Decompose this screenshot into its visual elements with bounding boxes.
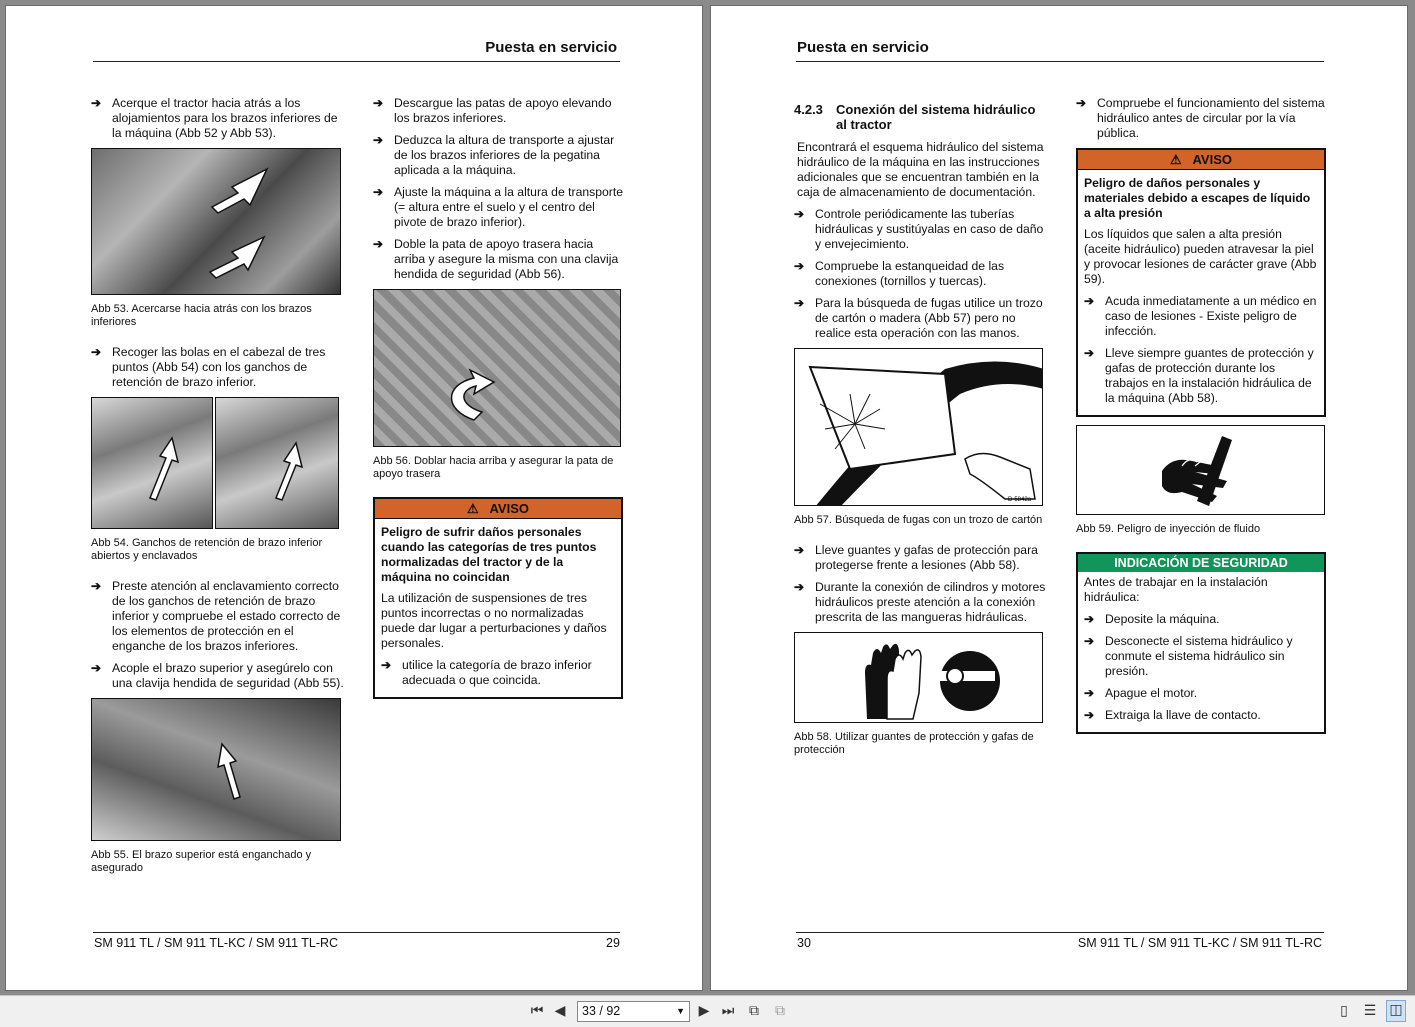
instruction-bullet: ➔ Preste atención al enclavamiento correcto de los ganchos de retención de brazo inferior y compruebe el estado correcto de los elementos de protección en el enganche de los brazos inferiores. [91,579,341,653]
warning-text: Los líquidos que salen a alta presión (aceite hidráulico) pueden atravesar la piel y provocar lesiones de carácter grave (Abb 59). [1084,227,1317,286]
arrow-icon: ➔ [794,259,805,273]
safety-bullet: ➔ Extraiga la llave de contacto. [1084,708,1261,722]
leak-search-illustration-icon [795,349,1043,506]
page-number: 30 [797,936,811,950]
footer-model: SM 911 TL / SM 911 TL-KC / SM 911 TL-RC [1077,936,1322,950]
figure-caption: Abb 53. Acercarse hacia atrás con los brazos inferiores [91,303,312,328]
safety-body [1078,572,1324,732]
safety-bullet: ➔ Desconecte el sistema hidráulico y conmute el sistema hidráulico sin presión. [1084,634,1293,678]
safety-header: INDICACIÓN DE SEGURIDAD [1078,554,1324,572]
instruction-bullet: ➔ Doble la pata de apoyo trasera hacia arriba y asegure la misma con una clavija hendida de seguridad (Abb 56). [373,237,619,281]
first-page-icon[interactable]: ⏮ [530,1002,544,1018]
figure-code: D-5842a [1008,497,1032,503]
figure-caption: Abb 59. Peligro de inyección de fluido [1076,523,1261,535]
figure-55-photo [91,698,341,841]
right-page [710,5,1408,991]
warning-body [1078,170,1324,415]
arrow-icon: ➔ [91,579,102,593]
arrow-icon: ➔ [794,580,805,594]
arrow-icon: ➔ [1084,686,1095,700]
figure-59-drawing [1076,425,1325,515]
warning-title: Peligro de daños personales y materiales debido a escapes de líquido a alta presión [1084,176,1311,220]
left-col-1 [91,96,346,891]
arrow-icon: ➔ [794,207,805,221]
gloves-goggles-icon [795,633,1043,723]
instruction-bullet: ➔ Descargue las patas de apoyo elevando los brazos inferiores. [373,96,612,125]
arrow-icon: ➔ [1084,634,1095,648]
goggles-icon [935,651,1000,711]
arrow-icon: ➔ [381,658,392,672]
two-page-view-icon[interactable]: ◫ [1386,1000,1406,1022]
figure-56-photo [373,289,621,447]
figure-caption: Abb 55. El brazo superior está enganchado y asegurado [91,849,312,874]
safety-box [1076,552,1326,734]
instruction-bullet: ➔ Recoger las bolas en el cabezal de tres puntos (Abb 54) con los ganchos de retención de brazo inferior. [91,345,326,389]
warning-bullet: ➔ Lleve siempre guantes de protección y gafas de protección durante los trabajos en la instalación hidráulica de la máquina (Abb 58). [1084,346,1314,405]
instruction-bullet: ➔ Acerque el tractor hacia atrás a los alojamientos para los brazos inferiores de la máquina (Abb 52 y Abb 53). [91,96,338,140]
go-back-icon[interactable]: ⧉ [749,1002,759,1018]
figure-caption: Abb 56. Doblar hacia arriba y asegurar la pata de apoyo trasera [373,455,614,480]
warning-header: ⚠ AVISO [375,499,621,519]
go-forward-icon[interactable]: ⧉ [775,1002,785,1018]
warning-header: ⚠ AVISO [1078,150,1324,170]
warning-triangle-icon: ⚠ [467,501,479,516]
arrow-icon: ➔ [1084,612,1095,626]
warning-title: Peligro de sufrir daños personales cuando las categorías de tres puntos normalizadas del tractor y de la máquina no coincidan [381,525,597,584]
single-page-view-icon[interactable]: ▯ [1340,1002,1348,1018]
instruction-bullet: ➔ Compruebe el funcionamiento del sistema hidráulico antes de circular por la vía pública. [1076,96,1325,140]
figure-54-photo-locked [215,397,339,529]
instruction-bullet: ➔ Compruebe la estanqueidad de las conexiones (tornillos y tuercas). [794,259,1005,288]
arrow-icon: ➔ [794,543,805,557]
warning-box [373,497,623,699]
safety-intro: Antes de trabajar en la instalación hidráulica: [1084,575,1268,604]
arrow-icon: ➔ [1076,96,1087,110]
header-rule [93,61,620,62]
previous-page-icon[interactable]: ◀ [554,1002,566,1018]
instruction-bullet: ➔ Acople el brazo superior y asegúrelo con una clavija hendida de seguridad (Abb 55). [91,661,344,690]
arrow-overlay-icon [92,398,213,529]
arrow-icon: ➔ [373,185,384,199]
instruction-bullet: ➔ Para la búsqueda de fugas utilice un trozo de cartón o madera (Abb 57) pero no realice esta operación con las manos. [794,296,1043,340]
rotate-arrow-icon [374,290,621,447]
figure-54-photo-open [91,397,213,529]
arrow-icon: ➔ [91,96,102,110]
arrow-overlay-icon [216,398,339,529]
header-rule [796,61,1324,62]
instruction-bullet: ➔ Lleve guantes y gafas de protección para protegerse frente a lesiones (Abb 58). [794,543,1038,572]
footer-rule [93,932,620,933]
warning-body [375,519,621,697]
safety-bullet: ➔ Apague el motor. [1084,686,1198,700]
figure-57-drawing [794,348,1043,506]
safety-bullet: ➔ Deposite la máquina. [1084,612,1220,626]
instruction-bullet: ➔ Controle periódicamente las tuberías hidráulicas y sustitúyalas en caso de daño y envejecimiento. [794,207,1044,251]
warning-text: La utilización de suspensiones de tres puntos incorrectas o no normalizadas puede dar lugar a perturbaciones y daños personales. [381,591,607,650]
arrow-icon: ➔ [373,96,384,110]
right-col-2 [1076,96,1326,734]
page-selector[interactable]: 33 / 92 ▼ [577,1001,690,1022]
figure-caption: Abb 54. Ganchos de retención de brazo inferior abiertos y enclavados [91,537,323,562]
arrow-icon: ➔ [373,237,384,251]
footer-rule [796,932,1324,933]
last-page-icon[interactable]: ⏭ [721,1002,735,1018]
instruction-bullet: ➔ Deduzca la altura de transporte a ajustar de los brazos inferiores de la pegatina aplicada a la máquina. [373,133,615,177]
figure-54 [91,397,339,529]
arrow-icon: ➔ [1084,346,1095,360]
chevron-down-icon: ▼ [676,1006,685,1016]
page-header-title: Puesta en servicio [797,39,929,56]
page-header-title: Puesta en servicio [485,39,617,56]
arrow-icon: ➔ [91,345,102,359]
right-col-1 [794,102,1046,773]
gloves-icon [865,644,921,719]
left-page [5,5,703,991]
arrow-icon: ➔ [91,661,102,675]
figure-53-photo [91,148,341,295]
section-heading: 4.2.3 Conexión del sistema hidráulico al tractor [794,102,1036,132]
arrow-overlay-icon [92,149,341,295]
left-col-2 [373,96,623,699]
instruction-bullet: ➔ Ajuste la máquina a la altura de transporte (= altura entre el suelo y el centro del pivote de brazo inferior). [373,185,623,229]
arrow-icon: ➔ [373,133,384,147]
page-number: 29 [606,936,620,950]
warning-triangle-icon: ⚠ [1170,152,1182,167]
arrow-overlay-icon [92,699,341,841]
next-page-icon[interactable]: ▶ [698,1002,710,1018]
arrow-icon: ➔ [1084,294,1095,308]
figure-58-drawing [794,632,1043,723]
figure-caption: Abb 57. Búsqueda de fugas con un trozo de cartón [794,514,1043,526]
fluid-injection-hand-icon [1077,426,1325,515]
section-intro: Encontrará el esquema hidráulico del sistema hidráulico de la máquina en las instrucciones adicionales que se encuentran también en la caja de almacenamiento de documentación. [797,140,1044,199]
figure-caption: Abb 58. Utilizar guantes de protección y gafas de protección [794,731,1034,756]
warning-bullet: ➔ utilice la categoría de brazo inferior adecuada o que coincida. [381,658,592,687]
arrow-icon: ➔ [1084,708,1095,722]
arrow-icon: ➔ [794,296,805,310]
instruction-bullet: ➔ Durante la conexión de cilindros y motores hidráulicos preste atención a la conexión prescrita de las mangueras hidráulicas. [794,580,1046,624]
continuous-view-icon[interactable]: ☰ [1363,1002,1377,1018]
viewer-toolbar [0,995,1415,1027]
warning-box [1076,148,1326,417]
warning-bullet: ➔ Acuda inmediatamente a un médico en caso de lesiones - Existe peligro de infección. [1084,294,1317,338]
footer-model: SM 911 TL / SM 911 TL-KC / SM 911 TL-RC [94,936,339,950]
